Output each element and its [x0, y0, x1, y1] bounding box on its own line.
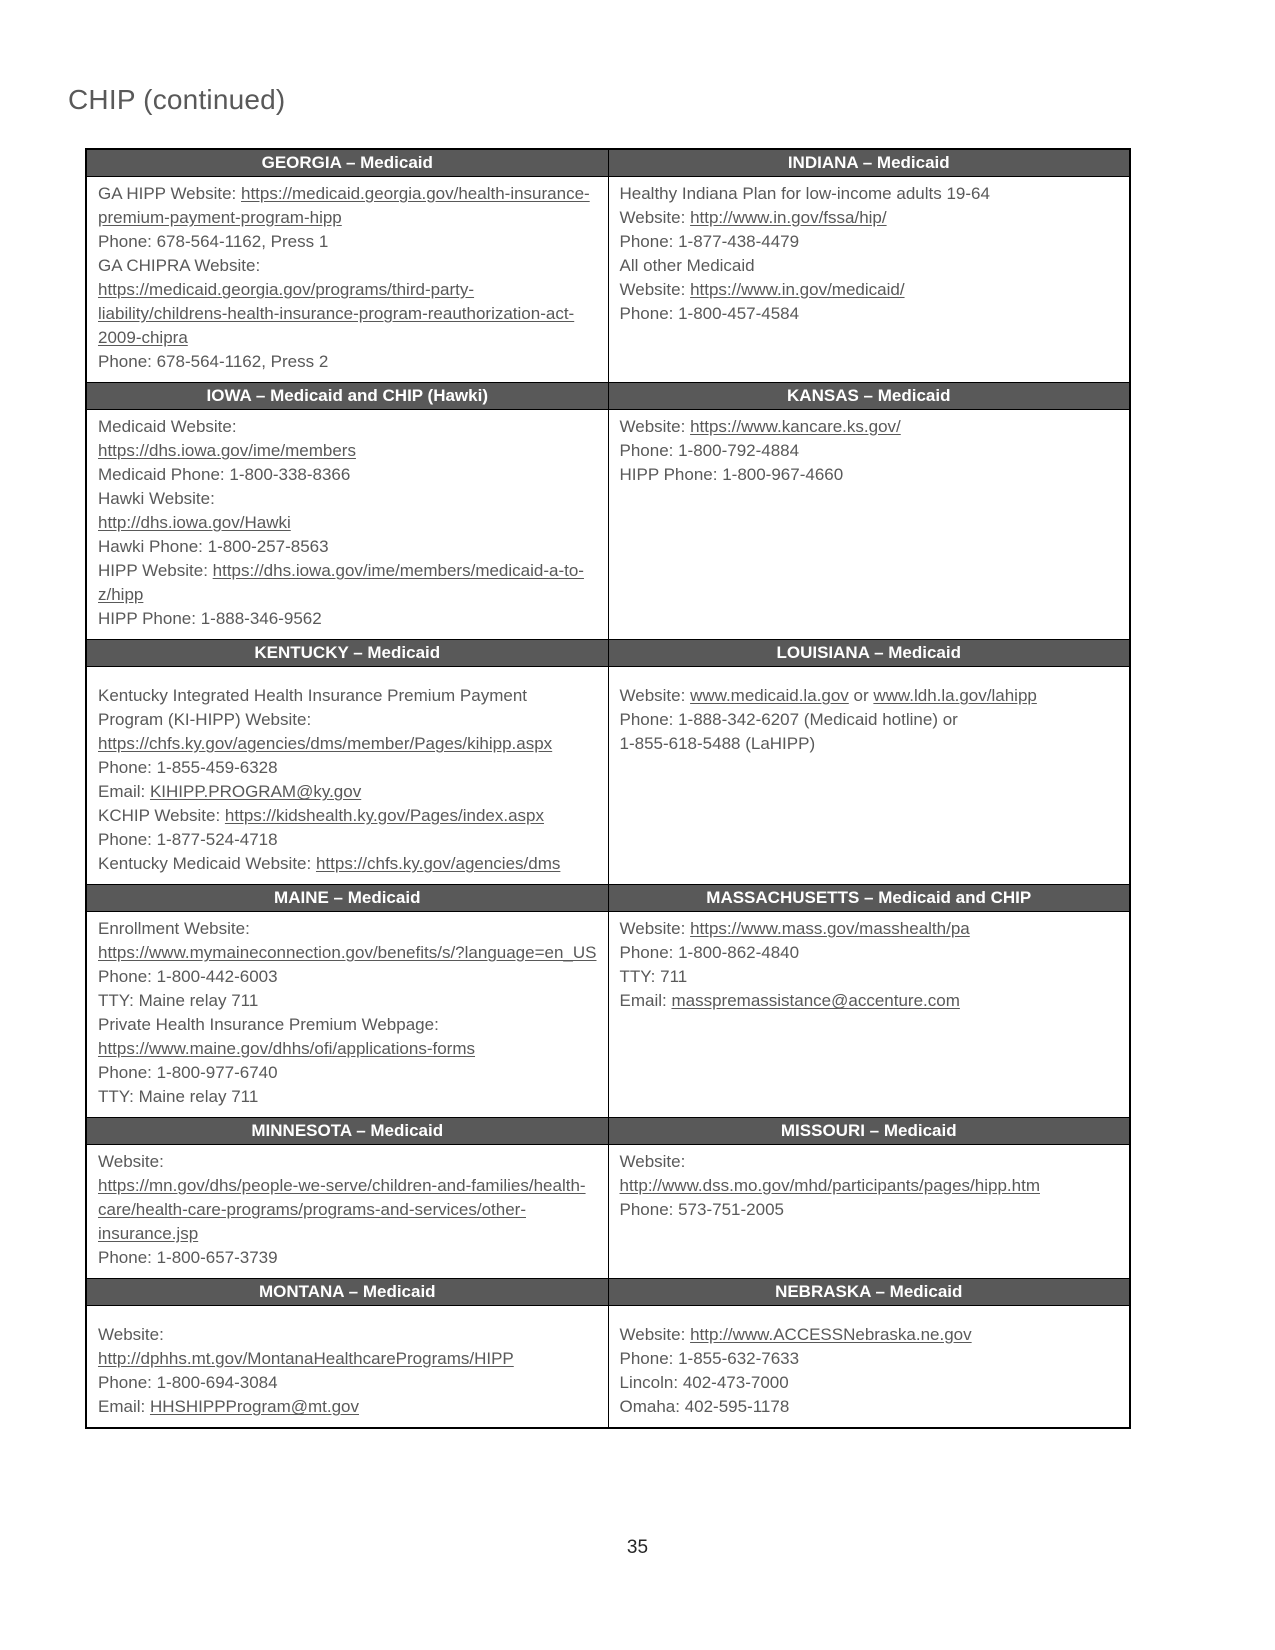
- text-segment: Phone: 1-800-657-3739: [98, 1248, 278, 1267]
- state-info-cell: [608, 410, 1130, 640]
- state-info-cell: [608, 1306, 1130, 1429]
- text-line: [620, 254, 1119, 278]
- state-section-header: NEBRASKA – Medicaid: [608, 1279, 1130, 1306]
- state-header-row: [86, 383, 1130, 410]
- text-segment: HIPP Phone: 1-888-346-9562: [98, 609, 322, 628]
- text-segment: Website:: [619, 1325, 691, 1344]
- text-segment: Medicaid Website:: [98, 417, 237, 436]
- text-segment: Email:: [98, 782, 150, 801]
- text-line: [98, 1174, 597, 1246]
- text-line: [620, 732, 1119, 756]
- state-content-row: [86, 1306, 1130, 1429]
- text-line: [620, 1174, 1119, 1198]
- text-line: [98, 278, 597, 350]
- state-section-header: MONTANA – Medicaid: [86, 1279, 608, 1306]
- text-segment: 1-855-618-5488 (LaHIPP): [619, 734, 816, 753]
- state-header-row: [86, 640, 1130, 667]
- hyperlink[interactable]: https://www.mymaineconnection.gov/benefits/s/?language=en_US: [98, 943, 597, 962]
- text-segment: Phone: 1-800-792-4884: [619, 441, 800, 460]
- state-section-header: MAINE – Medicaid: [86, 885, 608, 912]
- text-segment: Website:: [619, 417, 691, 436]
- hyperlink[interactable]: http://www.dss.mo.gov/mhd/participants/pages/hipp.htm: [619, 1176, 1040, 1195]
- states-table: [85, 148, 1131, 1429]
- text-segment: TTY: Maine relay 711: [98, 1087, 259, 1106]
- hyperlink[interactable]: KIHIPP.PROGRAM@ky.gov: [149, 782, 362, 801]
- state-info-cell: [608, 1145, 1130, 1279]
- state-info-cell: [86, 667, 608, 885]
- state-header-row: [86, 885, 1130, 912]
- text-segment: Website:: [619, 919, 691, 938]
- hyperlink[interactable]: www.medicaid.la.gov: [690, 686, 849, 705]
- state-header-row: [86, 1279, 1130, 1306]
- state-info-cell: [608, 177, 1130, 383]
- state-content-row: [86, 912, 1130, 1118]
- text-segment: Lincoln: 402-473-7000: [619, 1373, 789, 1392]
- text-line: [620, 439, 1119, 463]
- hyperlink[interactable]: http://www.in.gov/fssa/hip/: [690, 208, 887, 227]
- text-segment: Phone: 1-800-457-4584: [619, 304, 800, 323]
- state-info-cell: [86, 912, 608, 1118]
- text-segment: Phone: 1-855-632-7633: [619, 1349, 800, 1368]
- text-segment: or: [848, 686, 874, 705]
- text-line: [620, 917, 1119, 941]
- text-segment: Hawki Website:: [98, 489, 215, 508]
- text-line: [98, 254, 597, 278]
- hyperlink[interactable]: https://www.maine.gov/dhhs/ofi/applications-forms: [98, 1039, 476, 1058]
- text-segment: Website:: [619, 208, 691, 227]
- state-info-cell: [608, 667, 1130, 885]
- text-line: [98, 559, 597, 607]
- text-line: [620, 1323, 1119, 1347]
- text-line: [620, 1371, 1119, 1395]
- hyperlink[interactable]: https://medicaid.georgia.gov/programs/third-party-liability/childrens-health-insurance-program-reauthorization-act-2009-chipra: [98, 280, 575, 347]
- text-segment: Phone: 1-800-862-4840: [619, 943, 800, 962]
- text-line: [620, 1150, 1119, 1174]
- text-line: [98, 350, 597, 374]
- text-line: [98, 917, 597, 941]
- text-line: [620, 941, 1119, 965]
- text-segment: Phone: 1-855-459-6328: [98, 758, 278, 777]
- text-line: [98, 1246, 597, 1270]
- text-line: [620, 1198, 1119, 1222]
- text-line: [98, 804, 597, 828]
- state-info-cell: [86, 1306, 608, 1429]
- text-segment: Medicaid Phone: 1-800-338-8366: [98, 465, 351, 484]
- text-segment: Hawki Phone: 1-800-257-8563: [98, 537, 329, 556]
- text-line: [620, 230, 1119, 254]
- hyperlink[interactable]: HHSHIPPProgram@mt.gov: [149, 1397, 359, 1416]
- text-line: [98, 1323, 597, 1347]
- text-segment: Website:: [619, 1152, 686, 1171]
- text-segment: Website:: [98, 1152, 164, 1171]
- text-segment: Website:: [98, 1325, 164, 1344]
- state-info-cell: [86, 177, 608, 383]
- hyperlink[interactable]: https://chfs.ky.gov/agencies/dms/member/Pages/kihipp.aspx: [98, 734, 553, 753]
- text-segment: Phone: 1-800-442-6003: [98, 967, 278, 986]
- text-segment: Phone: 1-888-342-6207 (Medicaid hotline) or: [619, 710, 958, 729]
- text-line: [98, 511, 597, 535]
- text-segment: Healthy Indiana Plan for low-income adults 19-64: [619, 184, 990, 203]
- text-line: [98, 439, 597, 463]
- hyperlink[interactable]: http://dphhs.mt.gov/MontanaHealthcarePrograms/HIPP: [98, 1349, 514, 1368]
- text-segment: Kentucky Integrated Health Insurance Premium Payment Program (KI-HIPP) Website:: [98, 686, 527, 729]
- text-segment: Private Health Insurance Premium Webpage:: [98, 1015, 439, 1034]
- text-line: [98, 1013, 597, 1037]
- text-line: [98, 230, 597, 254]
- text-segment: All other Medicaid: [619, 256, 755, 275]
- hyperlink[interactable]: https://chfs.ky.gov/agencies/dms: [315, 854, 561, 873]
- text-line: [98, 828, 597, 852]
- text-segment: HIPP Phone: 1-800-967-4660: [619, 465, 844, 484]
- text-line: [98, 756, 597, 780]
- text-line: [98, 1371, 597, 1395]
- page-number: 35: [626, 1537, 649, 1558]
- text-line: [98, 463, 597, 487]
- state-content-row: [86, 667, 1130, 885]
- state-content-row: [86, 177, 1130, 383]
- text-line: [98, 1037, 597, 1061]
- text-segment: TTY: Maine relay 711: [98, 991, 259, 1010]
- state-section-header: KENTUCKY – Medicaid: [86, 640, 608, 667]
- text-line: [98, 1395, 597, 1419]
- text-segment: Omaha: 402-595-1178: [619, 1397, 790, 1416]
- state-section-header: KANSAS – Medicaid: [608, 383, 1130, 410]
- text-line: [98, 415, 597, 439]
- text-line: [620, 965, 1119, 989]
- state-section-header: MASSACHUSETTS – Medicaid and CHIP: [608, 885, 1130, 912]
- text-segment: Kentucky Medicaid Website:: [98, 854, 316, 873]
- text-segment: Phone: 678-564-1162, Press 1: [98, 232, 329, 251]
- state-section-header: IOWA – Medicaid and CHIP (Hawki): [86, 383, 608, 410]
- text-line: [98, 732, 597, 756]
- text-line: [98, 684, 597, 732]
- text-line: [620, 684, 1119, 708]
- hyperlink[interactable]: https://dhs.iowa.gov/ime/members: [98, 441, 356, 460]
- text-line: [98, 852, 597, 876]
- text-segment: Phone: 573-751-2005: [619, 1200, 784, 1219]
- state-info-cell: [608, 912, 1130, 1118]
- hyperlink[interactable]: https://www.kancare.ks.gov/: [690, 417, 901, 436]
- state-section-header: INDIANA – Medicaid: [608, 149, 1130, 177]
- text-line: [620, 206, 1119, 230]
- state-section-header: MISSOURI – Medicaid: [608, 1118, 1130, 1145]
- text-segment: KCHIP Website:: [98, 806, 225, 825]
- text-line: [98, 1347, 597, 1371]
- text-segment: Phone: 1-877-438-4479: [619, 232, 800, 251]
- state-header-row: [86, 149, 1130, 177]
- state-info-cell: [86, 1145, 608, 1279]
- states-table-body: [86, 149, 1130, 1428]
- hyperlink[interactable]: https://kidshealth.ky.gov/Pages/index.aspx: [224, 806, 545, 825]
- text-line: [620, 1347, 1119, 1371]
- text-line: [98, 965, 597, 989]
- hyperlink[interactable]: https://medicaid.georgia.gov/health-insurance-premium-payment-program-hipp: [98, 184, 590, 227]
- text-line: [620, 415, 1119, 439]
- text-line: [620, 182, 1119, 206]
- text-line: [620, 463, 1119, 487]
- text-segment: GA HIPP Website:: [98, 184, 241, 203]
- state-section-header: LOUISIANA – Medicaid: [608, 640, 1130, 667]
- state-section-header: GEORGIA – Medicaid: [86, 149, 608, 177]
- state-content-row: [86, 410, 1130, 640]
- text-line: [620, 708, 1119, 732]
- hyperlink[interactable]: https://www.in.gov/medicaid/: [690, 280, 905, 299]
- text-line: [98, 941, 597, 965]
- hyperlink[interactable]: http://dhs.iowa.gov/Hawki: [98, 513, 291, 532]
- text-line: [98, 780, 597, 804]
- text-segment: HIPP Website:: [98, 561, 213, 580]
- text-segment: Phone: 1-800-977-6740: [98, 1063, 278, 1082]
- state-header-row: [86, 1118, 1130, 1145]
- text-line: [98, 535, 597, 559]
- text-line: [98, 1085, 597, 1109]
- hyperlink[interactable]: www.ldh.la.gov/lahipp: [873, 686, 1037, 705]
- text-segment: TTY: 711: [619, 967, 688, 986]
- text-segment: Phone: 1-800-694-3084: [98, 1373, 278, 1392]
- hyperlink[interactable]: masspremassistance@accenture.com: [671, 991, 960, 1010]
- hyperlink[interactable]: http://www.ACCESSNebraska.ne.gov: [690, 1325, 972, 1344]
- text-line: [98, 1150, 597, 1174]
- text-segment: Website:: [619, 686, 691, 705]
- text-line: [620, 1395, 1119, 1419]
- hyperlink[interactable]: https://www.mass.gov/masshealth/pa: [690, 919, 970, 938]
- text-line: [98, 607, 597, 631]
- hyperlink[interactable]: https://mn.gov/dhs/people-we-serve/children-and-families/health-care/health-care-programs/programs-and-services/other-insurance.jsp: [98, 1176, 586, 1243]
- text-line: [98, 989, 597, 1013]
- state-info-cell: [86, 410, 608, 640]
- state-section-header: MINNESOTA – Medicaid: [86, 1118, 608, 1145]
- text-line: [98, 487, 597, 511]
- text-segment: Phone: 1-877-524-4718: [98, 830, 278, 849]
- text-segment: Email:: [619, 991, 672, 1010]
- text-line: [620, 278, 1119, 302]
- text-segment: Website:: [619, 280, 691, 299]
- text-segment: Email:: [98, 1397, 150, 1416]
- hyperlink[interactable]: https://dhs.iowa.gov/ime/members/medicaid-a-to-z/hipp: [98, 561, 584, 604]
- page-title: CHIP (continued): [68, 84, 286, 115]
- text-segment: Enrollment Website:: [98, 919, 250, 938]
- state-content-row: [86, 1145, 1130, 1279]
- text-line: [98, 1061, 597, 1085]
- text-segment: GA CHIPRA Website:: [98, 256, 261, 275]
- text-segment: Phone: 678-564-1162, Press 2: [98, 352, 329, 371]
- text-line: [98, 182, 597, 230]
- text-line: [620, 302, 1119, 326]
- text-line: [620, 989, 1119, 1013]
